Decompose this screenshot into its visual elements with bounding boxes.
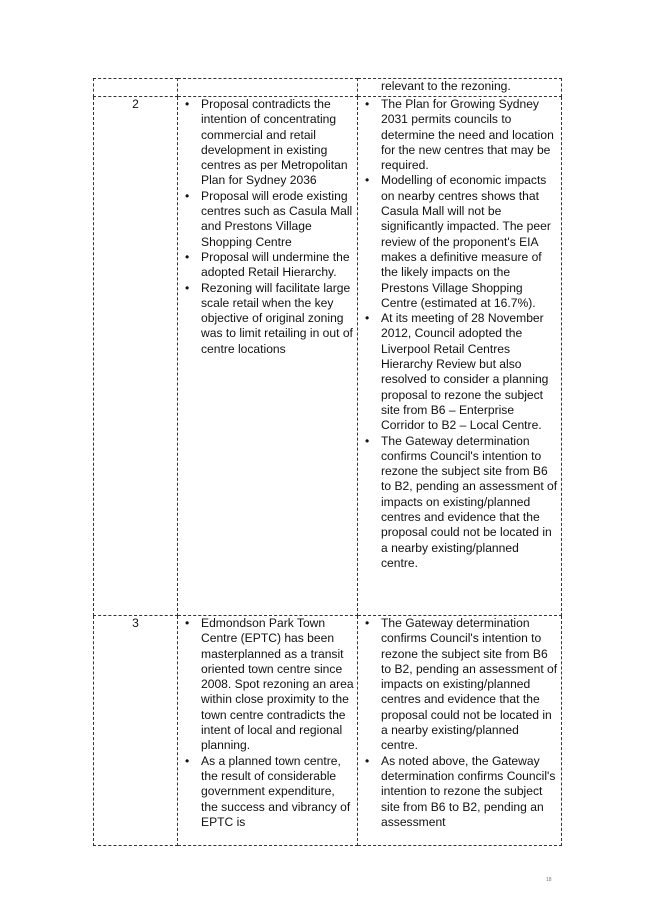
submission-bullet: • Proposal will erode existing centres such as Casula Mall and Prestons Village Shopping Centre — [178, 189, 357, 250]
response-bullet: • As noted above, the Gateway determination confirms Council's intention to rezone the subject site from B6 to B2, pending an assessment — [358, 754, 561, 830]
submissions-table — [93, 78, 562, 846]
response-bullet: • The Plan for Growing Sydney 2031 permits councils to determine the need and location for the new centres that may be required. — [358, 97, 561, 173]
response-cell — [358, 616, 562, 846]
table-row-2 — [94, 97, 562, 616]
response-bullet: • The Gateway determination confirms Council's intention to rezone the subject site from B6 to B2, pending an assessment of impacts on existing/planned centres and evidence that the proposal could not be located in a nearby existing/planned centre. — [358, 616, 561, 754]
response-bullet: • At its meeting of 28 November 2012, Council adopted the Liverpool Retail Centres Hierarchy Review but also resolved to consider a planning proposal to rezone the subject site from B6 – Enterprise Corridor to B2 – Local Centre. — [358, 311, 561, 433]
response-list — [358, 97, 561, 571]
submission-cell — [178, 616, 358, 846]
response-bullet: • Modelling of economic impacts on nearby centres shows that Casula Mall will not be significantly impacted. The peer review of the proponent's EIA makes a definitive measure of the likely impacts on the Prestons Village Shopping Centre (estimated at 16.7%). — [358, 173, 561, 311]
submission-bullet: • As a planned town centre, the result of considerable government expenditure, the success and vibrancy of EPTC is — [178, 754, 357, 830]
row-number: 2 — [94, 97, 178, 616]
submission-cell — [178, 97, 358, 616]
table-row-3 — [94, 616, 562, 846]
submission-bullet: • Edmondson Park Town Centre (EPTC) has been masterplanned as a transit oriented town centre since 2008. Spot rezoning an area within close proximity to the town centre contradicts the intent of local and regional planning. — [178, 616, 357, 754]
table-row-continued — [94, 79, 562, 97]
submission-bullet: • Proposal contradicts the intention of concentrating commercial and retail development in existing centres as per Metropolitan Plan for Sydney 2036 — [178, 97, 357, 189]
submission-list — [178, 616, 357, 830]
row-number: 3 — [94, 616, 178, 846]
response-cell — [358, 97, 562, 616]
submission-list — [178, 97, 357, 357]
response-cell — [358, 79, 562, 97]
response-continuation-text: relevant to the rezoning. — [381, 79, 511, 93]
row-number — [94, 79, 178, 97]
submission-cell — [178, 79, 358, 97]
submission-bullet: • Proposal will undermine the adopted Retail Hierarchy. — [178, 250, 357, 281]
page-footer-mark: 18 — [546, 877, 552, 883]
response-bullet: • The Gateway determination confirms Council's intention to rezone the subject site from B6 to B2, pending an assessment of impacts on existing/planned centres and evidence that the proposal could not be located in a nearby existing/planned centre. — [358, 434, 561, 572]
response-list — [358, 616, 561, 830]
submission-bullet: • Rezoning will facilitate large scale retail when the key objective of original zoning was to limit retailing in out of centre locations — [178, 281, 357, 357]
